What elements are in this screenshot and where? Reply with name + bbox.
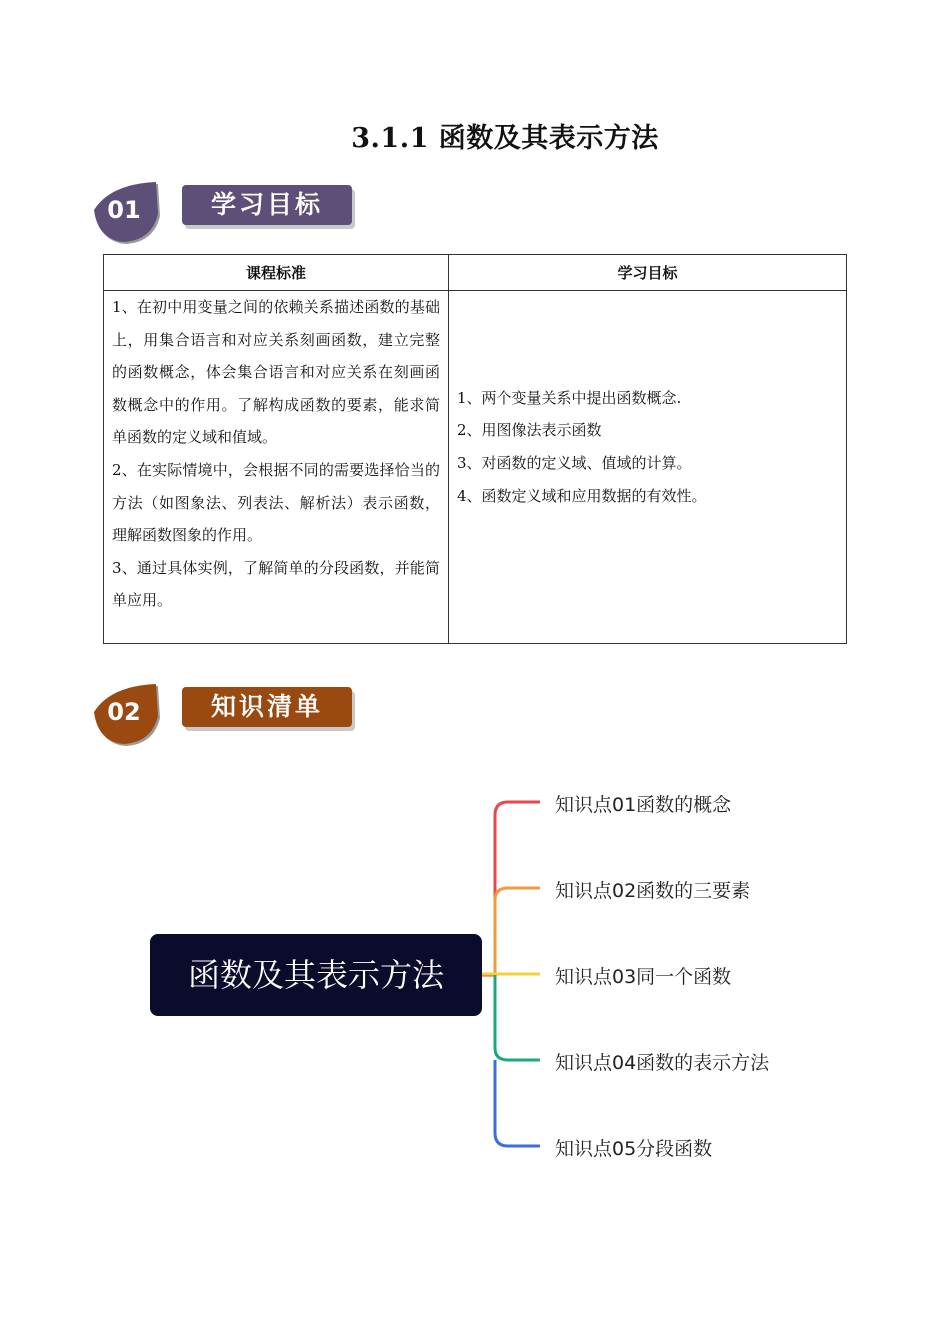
goal-item: 2、用图像法表示函数 xyxy=(457,421,602,440)
goal-item: 4、函数定义域和应用数据的有效性。 xyxy=(457,486,707,505)
goal-item: 1、两个变量关系中提出函数概念. xyxy=(457,388,682,407)
section-label: 学习目标 xyxy=(182,185,352,225)
connector-blue xyxy=(495,1060,540,1146)
page-title: 3.1.1 函数及其表示方法 xyxy=(351,123,659,154)
standard-item: 3、通过具体实例，了解简单的分段函数，并能简单应用。 xyxy=(112,558,440,610)
section-label: 知识清单 xyxy=(182,687,352,727)
standard-item: 1、在初中用变量之间的依赖关系描述函数的基础上，用集合语言和对应关系刻画函数，建立完整的函数概念，体会集合语言和对应关系在刻画函数概念中的作用。了解构成函数的要素，能求简单函数的定义域和值域。 xyxy=(112,298,440,447)
table-header: 学习目标 xyxy=(449,255,847,291)
mindmap-branch: 知识点04函数的表示方法 xyxy=(555,1052,770,1074)
mindmap-branch: 知识点05分段函数 xyxy=(555,1138,713,1160)
table-header: 课程标准 xyxy=(104,255,449,291)
section-number: 01 xyxy=(107,196,141,224)
mindmap-branch: 知识点03同一个函数 xyxy=(555,966,732,988)
connector-orange xyxy=(495,888,540,900)
goal-item: 3、对函数的定义域、值域的计算。 xyxy=(457,454,692,472)
mindmap-branch: 知识点02函数的三要素 xyxy=(555,880,751,902)
standard-item: 2、在实际情境中，会根据不同的需要选择恰当的方法（如图象法、列表法、解析法）表示函数，理解函数图象的作用。 xyxy=(112,460,440,545)
mindmap-root: 函数及其表示方法 xyxy=(150,934,482,1016)
connector-green xyxy=(495,975,540,1060)
section-number: 02 xyxy=(107,698,141,726)
mindmap-branch: 知识点01函数的概念 xyxy=(555,794,732,816)
